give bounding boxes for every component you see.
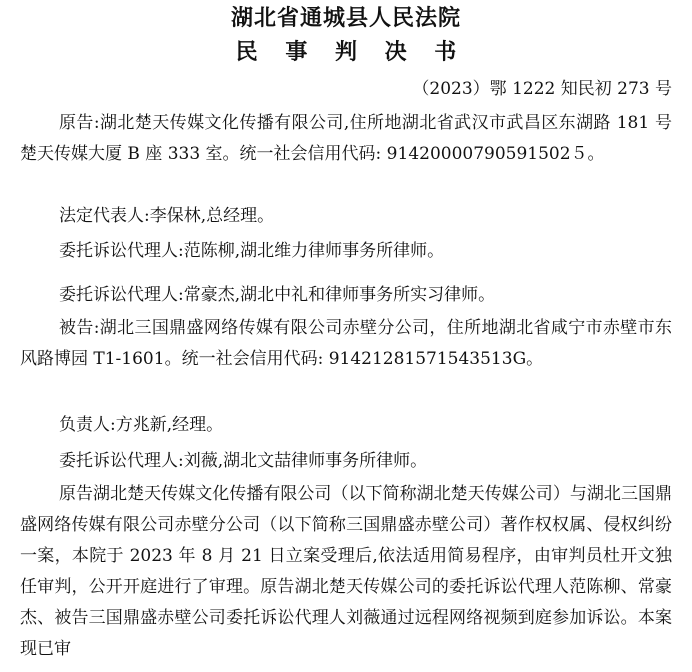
case-summary-paragraph: 原告湖北楚天传媒文化传播有限公司（以下简称湖北楚天传媒公司）与湖北三国鼎盛网络传媒有限公司赤壁分公司（以下简称三国鼎盛赤壁公司）著作权权属、侵权纠纷一案，本院于 2023 年 8 月 21 日立案受理后,依法适用简易程序，由审判员杜开文独任审判，公开开庭进行了审理。原告湖北楚天传媒公司的委托诉讼代理人范陈柳、常豪杰、被告三国鼎盛赤壁公司委托诉讼代理人刘薇通过远程网络视频到庭参加诉讼。本案现已审 [20,484,672,659]
plaintiff-agent-2-paragraph: 委托诉讼代理人:常豪杰,湖北中礼和律师事务所实习律师。 [59,285,496,305]
court-name: 湖北省通城县人民法院 [230,6,461,31]
plaintiff-agent-1-paragraph: 委托诉讼代理人:范陈柳,湖北维力律师事务所律师。 [59,241,445,261]
defendant-head-paragraph: 负责人:方兆新,经理。 [59,415,224,435]
document-type-title: 民 事 判 决 书 [235,40,467,65]
plaintiff-paragraph: 原告:湖北楚天传媒文化传播有限公司,住所地湖北省武汉市武昌区东湖路 181 号楚天传媒大厦 B 座 333 室。统一社会信用代码: 91420000790591502５。 [20,113,672,164]
defendant-paragraph: 被告:湖北三国鼎盛网络传媒有限公司赤壁分公司，住所地湖北省咸宁市赤壁市东风路博园 T1-1601。统一社会信用代码: 91421281571543513G。 [20,318,672,369]
defendant-agent-paragraph: 委托诉讼代理人:刘薇,湖北文喆律师事务所律师。 [59,451,428,471]
legal-representative-paragraph: 法定代表人:李保林,总经理。 [59,206,275,226]
case-number: （2023）鄂 1222 知民初 273 号 [412,79,672,99]
